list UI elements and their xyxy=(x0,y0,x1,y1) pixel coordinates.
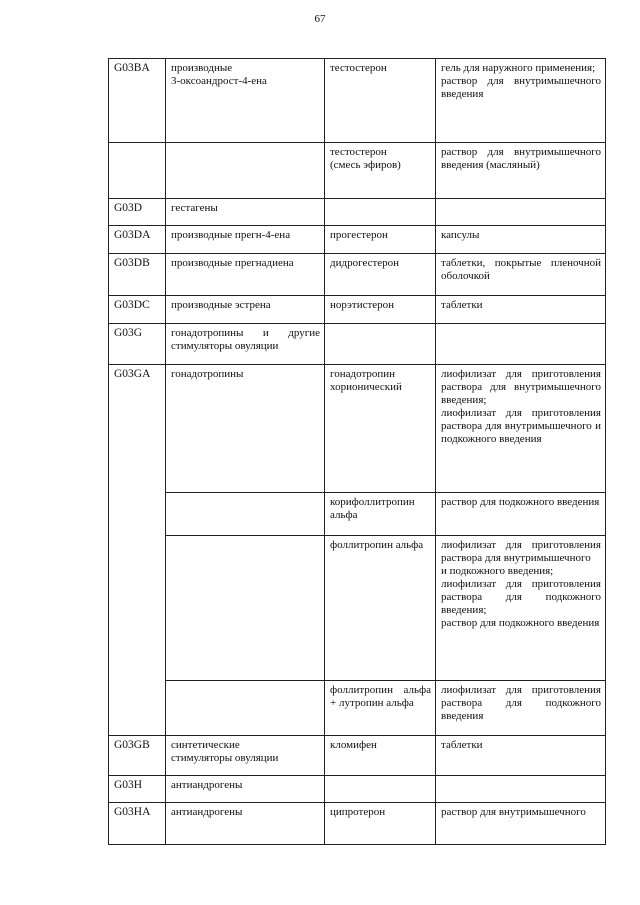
group-line xyxy=(171,62,320,88)
drug-table-body xyxy=(109,59,606,845)
form-cell: раствор для подкожного введения xyxy=(436,493,606,536)
form-cell: таблетки xyxy=(436,296,606,324)
cell-text-line: (смесь эфиров) xyxy=(330,159,401,171)
cell-text-line: лиофилизат для приготовления раствора для внутримышечного введения; xyxy=(441,368,601,406)
table-row xyxy=(109,143,606,199)
drug-cell xyxy=(325,143,436,199)
drug-cell: корифоллитропин альфа xyxy=(325,493,436,536)
drug-cell: ципротерон xyxy=(325,803,436,845)
table-row xyxy=(109,324,606,365)
table-row xyxy=(109,736,606,776)
group-cell xyxy=(166,536,325,681)
group-cell: производные прегн-4-ена xyxy=(166,226,325,254)
cell-text-line: лиофилизат для приготовления раствора для внутримышечного xyxy=(441,539,601,564)
drug-cell: фоллитропин альфа xyxy=(325,536,436,681)
drug-cell: кломифен xyxy=(325,736,436,776)
table-row xyxy=(109,296,606,324)
group-cell xyxy=(166,143,325,199)
group-cell xyxy=(166,493,325,536)
group-cell: антиандрогены xyxy=(166,803,325,845)
table-row xyxy=(109,226,606,254)
form-cell: таблетки, покрытые пленочной оболочкой xyxy=(436,254,606,296)
atc-code-cell: G03D xyxy=(109,199,166,226)
group-cell: гестагены xyxy=(166,199,325,226)
form-cell: лиофилизат для приготовления раствора для подкожного введения xyxy=(436,681,606,736)
cell-text-line: лиофилизат для приготовления раствора для подкожного введения; xyxy=(441,578,601,616)
atc-code-cell xyxy=(109,143,166,199)
drug-cell xyxy=(325,324,436,365)
form-cell xyxy=(436,365,606,493)
table-row xyxy=(109,365,606,493)
atc-code-cell: G03HA xyxy=(109,803,166,845)
cell-text-line: тестостерон xyxy=(330,146,387,158)
page-number: 67 xyxy=(314,13,326,25)
atc-code-cell: G03G xyxy=(109,324,166,365)
drug-cell: прогестерон xyxy=(325,226,436,254)
table-row xyxy=(109,254,606,296)
table-row xyxy=(109,681,606,736)
drug-cell: тестостерон xyxy=(325,59,436,143)
cell-text-line: раствор для внутримышечного введения xyxy=(441,75,601,100)
group-cell: гонадотропины xyxy=(166,365,325,493)
drug-cell: фоллитропин альфа + лутропин альфа xyxy=(325,681,436,736)
form-cell xyxy=(436,776,606,803)
drug-cell: норэтистерон xyxy=(325,296,436,324)
form-cell: раствор для внутримышечного введения (масляный) xyxy=(436,143,606,199)
cell-text-line: гель для наружного применения; xyxy=(441,62,596,74)
atc-code-cell: G03H xyxy=(109,776,166,803)
table-row xyxy=(109,59,606,143)
atc-code-cell: G03GA xyxy=(109,365,166,736)
table-row xyxy=(109,493,606,536)
group-cell: антиандрогены xyxy=(166,776,325,803)
atc-code-cell: G03BA xyxy=(109,59,166,143)
cell-text-line: раствор для подкожного введения xyxy=(441,617,600,629)
group-cell xyxy=(166,59,325,143)
cell-text-line: стимуляторы овуляции xyxy=(171,752,279,764)
atc-code-cell: G03DA xyxy=(109,226,166,254)
table-row xyxy=(109,536,606,681)
form-cell: капсулы xyxy=(436,226,606,254)
form-cell: раствор для внутримышечного xyxy=(436,803,606,845)
form-cell xyxy=(436,199,606,226)
cell-text-line: лиофилизат для приготовления раствора для внутримышечного и подкожного введения xyxy=(441,407,601,445)
drug-cell: гонадотропин хорионический xyxy=(325,365,436,493)
cell-text-line: синтетические xyxy=(171,739,240,751)
table-row xyxy=(109,776,606,803)
drug-cell: дидрогестерон xyxy=(325,254,436,296)
cell-text-line: 3-оксоандрост-4-ена xyxy=(171,75,267,87)
table-row xyxy=(109,803,606,845)
form-cell xyxy=(436,536,606,681)
atc-code-cell: G03DB xyxy=(109,254,166,296)
group-cell: производные прегнадиена xyxy=(166,254,325,296)
atc-code-cell: G03GB xyxy=(109,736,166,776)
drug-cell xyxy=(325,776,436,803)
cell-text-line: производные xyxy=(171,62,233,74)
atc-code-cell: G03DC xyxy=(109,296,166,324)
drug-table xyxy=(108,58,606,845)
table-row xyxy=(109,199,606,226)
group-cell xyxy=(166,681,325,736)
form-cell xyxy=(436,59,606,143)
group-cell xyxy=(166,736,325,776)
drug-cell xyxy=(325,199,436,226)
cell-text-line: и подкожного введения; xyxy=(441,565,554,577)
form-cell: таблетки xyxy=(436,736,606,776)
group-cell: производные эстрена xyxy=(166,296,325,324)
form-cell xyxy=(436,324,606,365)
group-cell: гонадотропины и другие стимуляторы овуляции xyxy=(166,324,325,365)
